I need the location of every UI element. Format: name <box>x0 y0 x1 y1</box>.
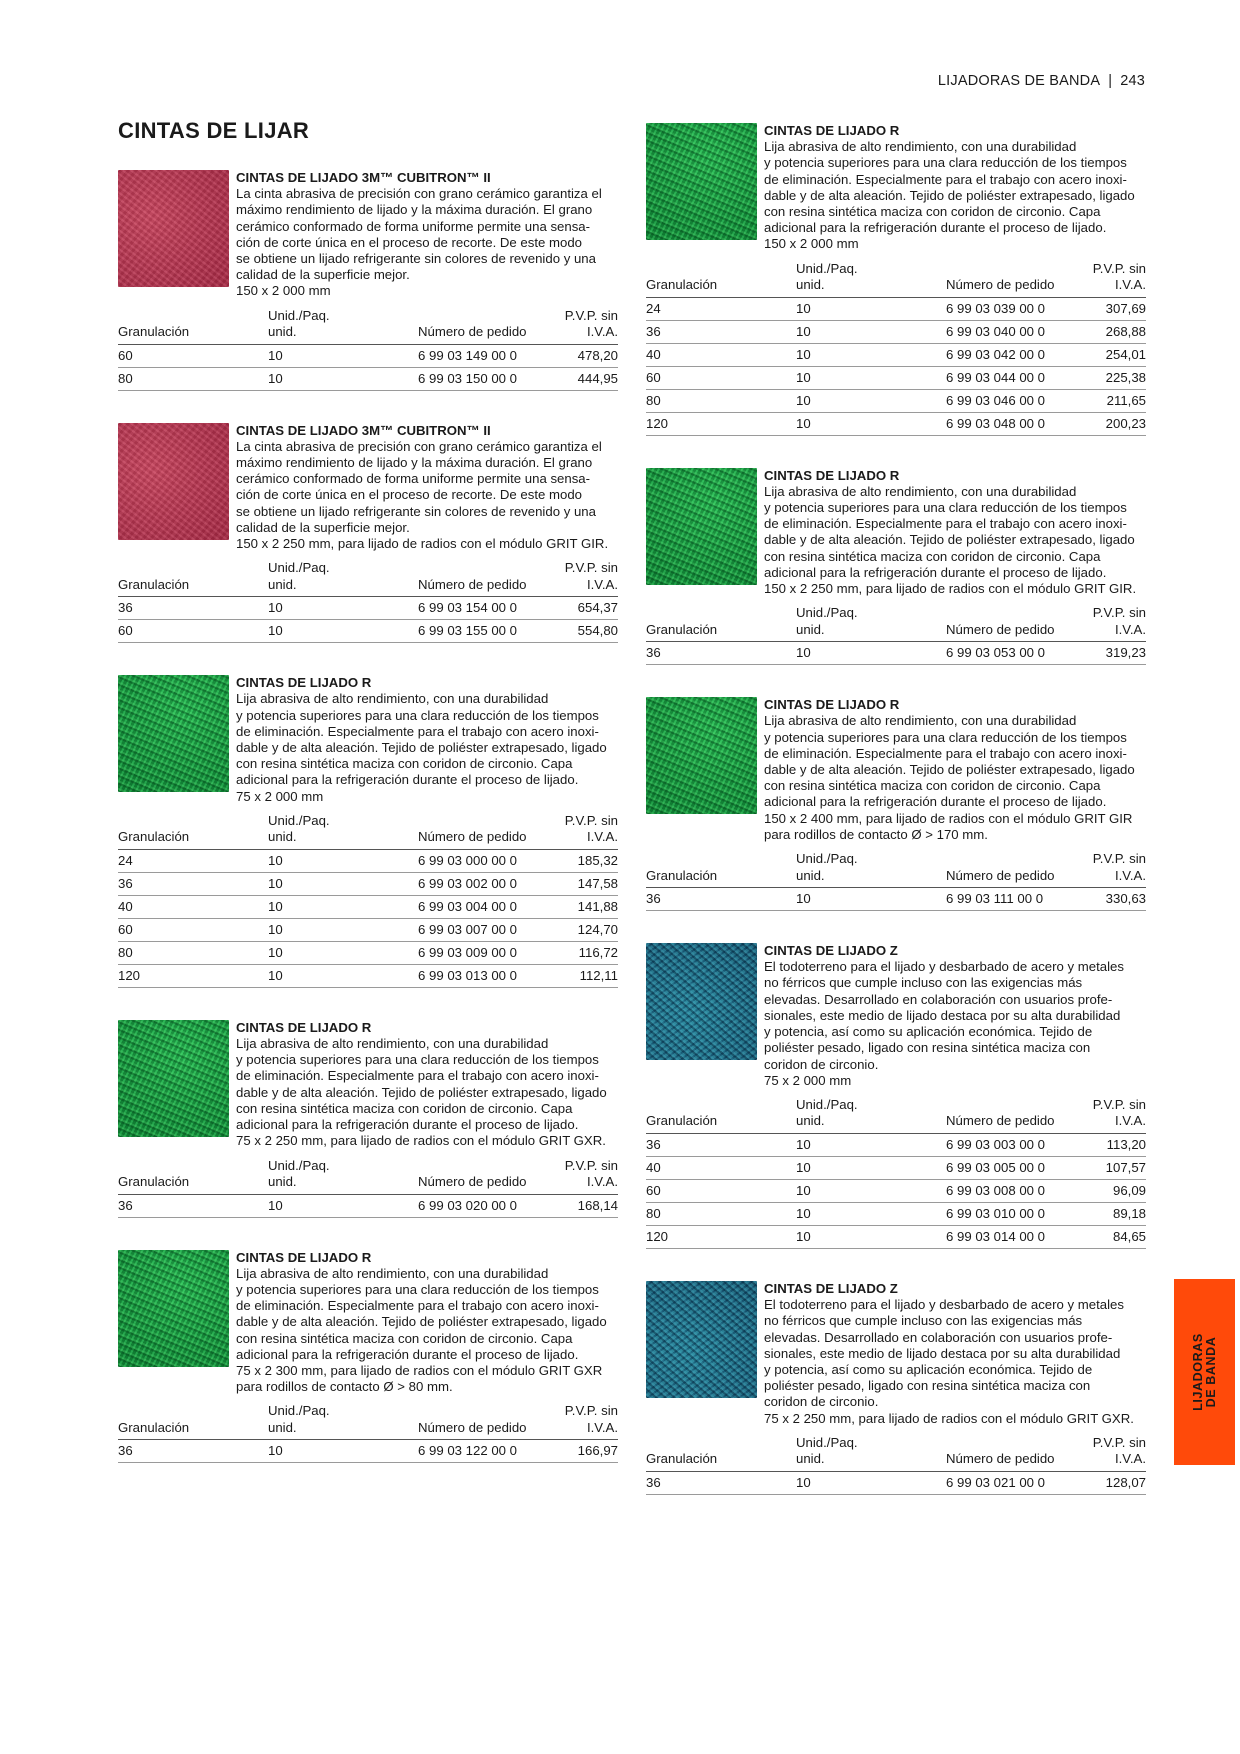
product-description: Lija abrasiva de alto rendimiento, con una durabilidad y potencia superiores para una clara reducción de los tiempos de eliminación. Especialmente para el trabajo con acero inoxi- dable y de alta aleación. Tejido de poliéster extrapesado, ligado con resina sintética maciza con coridon de circonio. Capa adicional para la refrigeración durante el proceso de lijado. <box>236 1036 607 1133</box>
cell-unit: 10 <box>796 412 946 435</box>
header-order-number: Número de pedido <box>946 1435 1064 1472</box>
price-table <box>118 1158 618 1218</box>
product-description: Lija abrasiva de alto rendimiento, con una durabilidad y potencia superiores para una clara reducción de los tiempos de eliminación. Especialmente para el trabajo con acero inoxi- dable y de alta aleación. Tejido de poliéster extrapesado, ligado con resina sintética maciza con coridon de circonio. Capa adicional para la refrigeración durante el proceso de lijado. <box>764 483 1135 580</box>
product-block <box>118 423 618 644</box>
cell-unit: 10 <box>268 367 418 390</box>
product-text <box>764 943 1146 1089</box>
header-granulacion: Granulación <box>646 1097 796 1134</box>
price-table <box>646 1435 1146 1495</box>
product-description: Lija abrasiva de alto rendimiento, con una durabilidad y potencia superiores para una clara reducción de los tiempos de eliminación. Especialmente para el trabajo con acero inoxi- dable y de alta aleación. Tejido de poliéster extrapesado, ligado con resina sintética maciza con coridon de circonio. Capa adicional para la refrigeración durante el proceso de lijado. <box>764 139 1135 236</box>
product-header <box>118 1020 618 1150</box>
product-block <box>646 943 1146 1249</box>
cell-unit: 10 <box>796 366 946 389</box>
product-block <box>118 170 618 391</box>
cell-price: 128,07 <box>1064 1471 1146 1494</box>
cell-order-number: 6 99 03 008 00 0 <box>946 1179 1064 1202</box>
header-order-number: Número de pedido <box>946 1097 1064 1134</box>
price-table <box>118 1403 618 1463</box>
header-granulacion: Granulación <box>118 813 268 850</box>
product-text <box>236 675 618 805</box>
header-granulacion: Granulación <box>646 851 796 888</box>
header-section: LIJADORAS DE BANDA <box>937 73 1101 89</box>
cell-order-number: 6 99 03 046 00 0 <box>946 389 1064 412</box>
header-price: P.V.P. sin I.V.A. <box>1064 605 1146 642</box>
header-unid: Unid./Paq. unid. <box>268 560 418 597</box>
cell-price: 211,65 <box>1064 389 1146 412</box>
cell-grit: 60 <box>646 1179 796 1202</box>
product-block <box>118 1250 618 1464</box>
product-header <box>646 1281 1146 1427</box>
cell-grit: 40 <box>118 895 268 918</box>
cell-order-number: 6 99 03 150 00 0 <box>418 367 536 390</box>
cell-price: 478,20 <box>536 344 618 367</box>
cell-unit: 10 <box>268 964 418 987</box>
cell-grit: 24 <box>118 849 268 872</box>
product-description: La cinta abrasiva de precisión con grano cerámico garantiza el máximo rendimiento de lijado y la máxima duración. El grano cerámico conformado de forma uniforme permite una sensa- ción de corte única en el proceso de recorte. De este modo se obtiene un lijado refrigerante sin colores de revenido y una calidad de la superficie mejor. <box>236 438 602 535</box>
header-order-number: Número de pedido <box>418 813 536 850</box>
cell-price: 116,72 <box>536 941 618 964</box>
header-price: P.V.P. sin I.V.A. <box>1064 1097 1146 1134</box>
cell-order-number: 6 99 03 122 00 0 <box>418 1440 536 1463</box>
table-row <box>118 872 618 895</box>
product-block <box>646 123 1146 436</box>
table-header-row <box>646 1097 1146 1134</box>
header-granulacion: Granulación <box>118 1403 268 1440</box>
table-row <box>118 849 618 872</box>
cell-unit: 10 <box>796 1133 946 1156</box>
table-row <box>118 941 618 964</box>
table-row <box>118 1194 618 1217</box>
cell-order-number: 6 99 03 009 00 0 <box>418 941 536 964</box>
header-unid: Unid./Paq. unid. <box>268 1158 418 1195</box>
product-title: CINTAS DE LIJADO R <box>764 123 900 138</box>
cell-order-number: 6 99 03 044 00 0 <box>946 366 1064 389</box>
cell-unit: 10 <box>268 941 418 964</box>
cell-price: 96,09 <box>1064 1179 1146 1202</box>
cell-unit: 10 <box>268 344 418 367</box>
cell-price: 112,11 <box>536 964 618 987</box>
cell-price: 113,20 <box>1064 1133 1146 1156</box>
product-title: CINTAS DE LIJADO R <box>236 675 372 691</box>
table-row <box>646 1202 1146 1225</box>
header-granulacion: Granulación <box>646 605 796 642</box>
product-block <box>646 1281 1146 1495</box>
header-separator: | <box>1108 73 1113 89</box>
product-text <box>764 123 1146 253</box>
cell-price: 89,18 <box>1064 1202 1146 1225</box>
product-text <box>236 170 618 300</box>
product-swatch-image <box>118 1250 229 1367</box>
cell-order-number: 6 99 03 155 00 0 <box>418 620 536 643</box>
header-granulacion: Granulación <box>118 308 268 345</box>
table-row <box>646 366 1146 389</box>
cell-grit: 120 <box>118 964 268 987</box>
table-header-row <box>118 560 618 597</box>
product-title: CINTAS DE LIJADO R <box>764 467 900 483</box>
cell-grit: 36 <box>118 597 268 620</box>
header-order-number: Número de pedido <box>946 261 1064 298</box>
table-row <box>646 389 1146 412</box>
header-price: P.V.P. sin I.V.A. <box>1064 851 1146 888</box>
cell-price: 141,88 <box>536 895 618 918</box>
product-title: CINTAS DE LIJADO 3M™ CUBITRON™ II <box>236 422 491 438</box>
header-granulacion: Granulación <box>646 1435 796 1472</box>
table-row <box>118 367 618 390</box>
header-unid: Unid./Paq. unid. <box>268 813 418 850</box>
product-block <box>118 675 618 988</box>
table-row <box>118 964 618 987</box>
cell-unit: 10 <box>796 389 946 412</box>
product-description: El todoterreno para el lijado y desbarbado de acero y metales no férricos que cumple incluso con las exigencias más elevadas. Desarrollado en colaboración con usuarios profe- sionales, este medio de lijado destaca por su alta durabilidad y potencia, así como su aplicación económica. Tejido de poliéster pesado, ligado con resina sintética maciza con coridon de circonio. <box>764 1297 1124 1410</box>
product-title: CINTAS DE LIJADO Z <box>764 1280 898 1296</box>
header-price: P.V.P. sin I.V.A. <box>1064 261 1146 298</box>
product-title: CINTAS DE LIJADO R <box>236 1019 372 1035</box>
table-row <box>118 620 618 643</box>
table-row <box>646 320 1146 343</box>
product-description: Lija abrasiva de alto rendimiento, con una durabilidad y potencia superiores para una clara reducción de los tiempos de eliminación. Especialmente para el trabajo con acero inoxi- dable y de alta aleación. Tejido de poliéster extrapesado, ligado con resina sintética maciza con coridon de circonio. Capa adicional para la refrigeración durante el proceso de lijado. <box>236 1265 607 1362</box>
cell-grit: 36 <box>646 320 796 343</box>
table-header-row <box>646 261 1146 298</box>
cell-order-number: 6 99 03 020 00 0 <box>418 1194 536 1217</box>
cell-order-number: 6 99 03 048 00 0 <box>946 412 1064 435</box>
cell-price: 319,23 <box>1064 642 1146 665</box>
product-header <box>118 170 618 300</box>
table-row <box>118 895 618 918</box>
cell-price: 330,63 <box>1064 888 1146 911</box>
header-granulacion: Granulación <box>646 261 796 298</box>
product-text <box>764 697 1146 843</box>
table-row <box>118 597 618 620</box>
table-header-row <box>118 1158 618 1195</box>
product-block <box>118 1020 618 1218</box>
table-header-row <box>646 851 1146 888</box>
product-swatch-image <box>118 170 229 287</box>
table-row <box>646 343 1146 366</box>
header-unid: Unid./Paq. unid. <box>796 261 946 298</box>
cell-price: 168,14 <box>536 1194 618 1217</box>
product-text <box>236 1250 618 1396</box>
cell-unit: 10 <box>268 1440 418 1463</box>
product-size: 150 x 2 250 mm, para lijado de radios con el módulo GRIT GIR. <box>764 581 1137 597</box>
cell-grit: 60 <box>118 918 268 941</box>
cell-order-number: 6 99 03 154 00 0 <box>418 597 536 620</box>
header-unid: Unid./Paq. unid. <box>268 1403 418 1440</box>
cell-grit: 36 <box>118 872 268 895</box>
product-size: 75 x 2 000 mm <box>236 788 324 804</box>
product-size: 150 x 2 000 mm <box>764 236 859 252</box>
cell-order-number: 6 99 03 013 00 0 <box>418 964 536 987</box>
product-text <box>236 1020 618 1150</box>
cell-unit: 10 <box>268 849 418 872</box>
cell-order-number: 6 99 03 014 00 0 <box>946 1225 1064 1248</box>
product-text <box>764 1281 1146 1427</box>
header-price: P.V.P. sin I.V.A. <box>1064 1435 1146 1472</box>
header-granulacion: Granulación <box>118 560 268 597</box>
page-number: 243 <box>1120 73 1145 89</box>
cell-price: 147,58 <box>536 872 618 895</box>
product-block <box>646 468 1146 666</box>
cell-order-number: 6 99 03 000 00 0 <box>418 849 536 872</box>
product-swatch-image <box>118 675 229 792</box>
product-size: 150 x 2 250 mm, para lijado de radios con el módulo GRIT GIR. <box>236 536 609 552</box>
product-swatch-image <box>118 423 229 540</box>
cell-grit: 60 <box>118 344 268 367</box>
cell-order-number: 6 99 03 040 00 0 <box>946 320 1064 343</box>
table-header-row <box>646 1435 1146 1472</box>
cell-grit: 80 <box>118 941 268 964</box>
cell-unit: 10 <box>796 888 946 911</box>
cell-grit: 80 <box>646 1202 796 1225</box>
cell-unit: 10 <box>796 1202 946 1225</box>
cell-unit: 10 <box>796 1179 946 1202</box>
cell-order-number: 6 99 03 007 00 0 <box>418 918 536 941</box>
product-header <box>118 1250 618 1396</box>
product-description: El todoterreno para el lijado y desbarbado de acero y metales no férricos que cumple incluso con las exigencias más elevadas. Desarrollado en colaboración con usuarios profe- sionales, este medio de lijado destaca por su alta durabilidad y potencia, así como su aplicación económica. Tejido de poliéster pesado, ligado con resina sintética maciza con coridon de circonio. <box>764 959 1124 1072</box>
cell-grit: 36 <box>118 1194 268 1217</box>
product-title: CINTAS DE LIJADO 3M™ CUBITRON™ II <box>236 170 491 185</box>
cell-unit: 10 <box>268 597 418 620</box>
cell-unit: 10 <box>268 918 418 941</box>
product-description: La cinta abrasiva de precisión con grano cerámico garantiza el máximo rendimiento de lijado y la máxima duración. El grano cerámico conformado de forma uniforme permite una sensa- ción de corte única en el proceso de recorte. De este modo se obtiene un lijado refrigerante sin colores de revenido y una calidad de la superficie mejor. <box>236 186 602 283</box>
product-title: CINTAS DE LIJADO Z <box>764 943 898 959</box>
table-row <box>118 918 618 941</box>
price-table <box>118 308 618 391</box>
table-row <box>646 1156 1146 1179</box>
cell-unit: 10 <box>796 343 946 366</box>
table-row <box>646 888 1146 911</box>
price-table <box>118 813 618 988</box>
table-row <box>646 1179 1146 1202</box>
cell-order-number: 6 99 03 004 00 0 <box>418 895 536 918</box>
cell-unit: 10 <box>796 642 946 665</box>
product-swatch-image <box>646 697 757 814</box>
cell-order-number: 6 99 03 002 00 0 <box>418 872 536 895</box>
product-size: 75 x 2 300 mm, para lijado de radios con el módulo GRIT GXR para rodillos de contacto Ø > 80 mm. <box>236 1362 603 1395</box>
table-row <box>118 1440 618 1463</box>
product-swatch-image <box>118 1020 229 1137</box>
table-row <box>646 297 1146 320</box>
product-swatch-image <box>646 123 757 240</box>
cell-order-number: 6 99 03 003 00 0 <box>946 1133 1064 1156</box>
cell-grit: 60 <box>646 366 796 389</box>
cell-grit: 24 <box>646 297 796 320</box>
price-table <box>646 605 1146 665</box>
table-row <box>646 1133 1146 1156</box>
cell-grit: 60 <box>118 620 268 643</box>
product-text <box>236 423 618 553</box>
cell-unit: 10 <box>796 297 946 320</box>
left-column <box>118 170 618 1495</box>
cell-unit: 10 <box>268 1194 418 1217</box>
header-granulacion: Granulación <box>118 1158 268 1195</box>
page-header <box>938 73 1145 89</box>
cell-price: 84,65 <box>1064 1225 1146 1248</box>
cell-price: 268,88 <box>1064 320 1146 343</box>
cell-order-number: 6 99 03 010 00 0 <box>946 1202 1064 1225</box>
right-column <box>646 123 1146 1527</box>
cell-grit: 36 <box>646 888 796 911</box>
cell-unit: 10 <box>268 872 418 895</box>
price-table <box>646 261 1146 436</box>
cell-price: 185,32 <box>536 849 618 872</box>
cell-price: 124,70 <box>536 918 618 941</box>
product-title: CINTAS DE LIJADO R <box>764 697 900 713</box>
cell-order-number: 6 99 03 039 00 0 <box>946 297 1064 320</box>
cell-order-number: 6 99 03 111 00 0 <box>946 888 1064 911</box>
product-swatch-image <box>646 468 757 585</box>
header-order-number: Número de pedido <box>418 1158 536 1195</box>
product-size: 75 x 2 250 mm, para lijado de radios con el módulo GRIT GXR. <box>764 1410 1134 1426</box>
header-unid: Unid./Paq. unid. <box>268 308 418 345</box>
cell-price: 654,37 <box>536 597 618 620</box>
cell-price: 107,57 <box>1064 1156 1146 1179</box>
header-price: P.V.P. sin I.V.A. <box>536 1403 618 1440</box>
header-order-number: Número de pedido <box>946 851 1064 888</box>
cell-unit: 10 <box>796 320 946 343</box>
cell-grit: 40 <box>646 343 796 366</box>
product-swatch-image <box>646 1281 757 1398</box>
product-header <box>118 423 618 553</box>
cell-grit: 36 <box>118 1440 268 1463</box>
table-row <box>646 412 1146 435</box>
table-header-row <box>646 605 1146 642</box>
cell-grit: 40 <box>646 1156 796 1179</box>
price-table <box>118 560 618 643</box>
header-order-number: Número de pedido <box>418 1403 536 1440</box>
cell-grit: 36 <box>646 642 796 665</box>
header-unid: Unid./Paq. unid. <box>796 851 946 888</box>
table-row <box>646 1225 1146 1248</box>
cell-order-number: 6 99 03 053 00 0 <box>946 642 1064 665</box>
side-tab-label: LIJADORAS DE BANDA <box>1190 1333 1218 1411</box>
cell-grit: 120 <box>646 412 796 435</box>
cell-order-number: 6 99 03 149 00 0 <box>418 344 536 367</box>
header-unid: Unid./Paq. unid. <box>796 605 946 642</box>
table-row <box>118 344 618 367</box>
cell-order-number: 6 99 03 005 00 0 <box>946 1156 1064 1179</box>
product-description: Lija abrasiva de alto rendimiento, con una durabilidad y potencia superiores para una clara reducción de los tiempos de eliminación. Especialmente para el trabajo con acero inoxi- dable y de alta aleación. Tejido de poliéster extrapesado, ligado con resina sintética maciza con coridon de circonio. Capa adicional para la refrigeración durante el proceso de lijado. <box>236 691 607 788</box>
cell-price: 307,69 <box>1064 297 1146 320</box>
cell-unit: 10 <box>796 1156 946 1179</box>
header-price: P.V.P. sin I.V.A. <box>536 813 618 850</box>
product-title: CINTAS DE LIJADO R <box>236 1249 372 1265</box>
cell-order-number: 6 99 03 021 00 0 <box>946 1471 1064 1494</box>
cell-grit: 36 <box>646 1133 796 1156</box>
header-price: P.V.P. sin I.V.A. <box>536 308 618 345</box>
product-header <box>646 123 1146 253</box>
header-order-number: Número de pedido <box>946 605 1064 642</box>
cell-unit: 10 <box>796 1471 946 1494</box>
cell-price: 254,01 <box>1064 343 1146 366</box>
header-order-number: Número de pedido <box>418 560 536 597</box>
product-size: 150 x 2 000 mm <box>236 283 331 299</box>
price-table <box>646 1097 1146 1249</box>
page-title: CINTAS DE LIJAR <box>118 118 310 143</box>
table-row <box>646 642 1146 665</box>
cell-grit: 120 <box>646 1225 796 1248</box>
product-size: 75 x 2 250 mm, para lijado de radios con el módulo GRIT GXR. <box>236 1133 606 1149</box>
table-header-row <box>118 1403 618 1440</box>
product-header <box>646 468 1146 598</box>
product-size: 150 x 2 400 mm, para lijado de radios con el módulo GRIT GIR para rodillos de contacto Ø > 170 mm. <box>764 810 1133 842</box>
product-size: 75 x 2 000 mm <box>764 1072 852 1088</box>
header-unid: Unid./Paq. unid. <box>796 1435 946 1472</box>
cell-price: 166,97 <box>536 1440 618 1463</box>
cell-grit: 80 <box>646 389 796 412</box>
product-swatch-image <box>646 943 757 1060</box>
product-text <box>764 468 1146 598</box>
cell-grit: 80 <box>118 367 268 390</box>
header-price: P.V.P. sin I.V.A. <box>536 1158 618 1195</box>
cell-unit: 10 <box>268 895 418 918</box>
product-header <box>118 675 618 805</box>
product-header <box>646 697 1146 843</box>
table-row <box>646 1471 1146 1494</box>
header-unid: Unid./Paq. unid. <box>796 1097 946 1134</box>
table-header-row <box>118 813 618 850</box>
product-block <box>646 697 1146 911</box>
cell-price: 200,23 <box>1064 412 1146 435</box>
cell-price: 225,38 <box>1064 366 1146 389</box>
cell-grit: 36 <box>646 1471 796 1494</box>
side-tab[interactable] <box>1174 1279 1235 1465</box>
price-table <box>646 851 1146 911</box>
cell-price: 554,80 <box>536 620 618 643</box>
cell-unit: 10 <box>796 1225 946 1248</box>
cell-order-number: 6 99 03 042 00 0 <box>946 343 1064 366</box>
header-price: P.V.P. sin I.V.A. <box>536 560 618 597</box>
product-header <box>646 943 1146 1089</box>
header-order-number: Número de pedido <box>418 308 536 345</box>
table-header-row <box>118 308 618 345</box>
cell-price: 444,95 <box>536 367 618 390</box>
cell-unit: 10 <box>268 620 418 643</box>
product-description: Lija abrasiva de alto rendimiento, con una durabilidad y potencia superiores para una clara reducción de los tiempos de eliminación. Especialmente para el trabajo con acero inoxi- dable y de alta aleación. Tejido de poliéster extrapesado, ligado con resina sintética maciza con coridon de circonio. Capa adicional para la refrigeración durante el proceso de lijado. <box>764 713 1135 810</box>
